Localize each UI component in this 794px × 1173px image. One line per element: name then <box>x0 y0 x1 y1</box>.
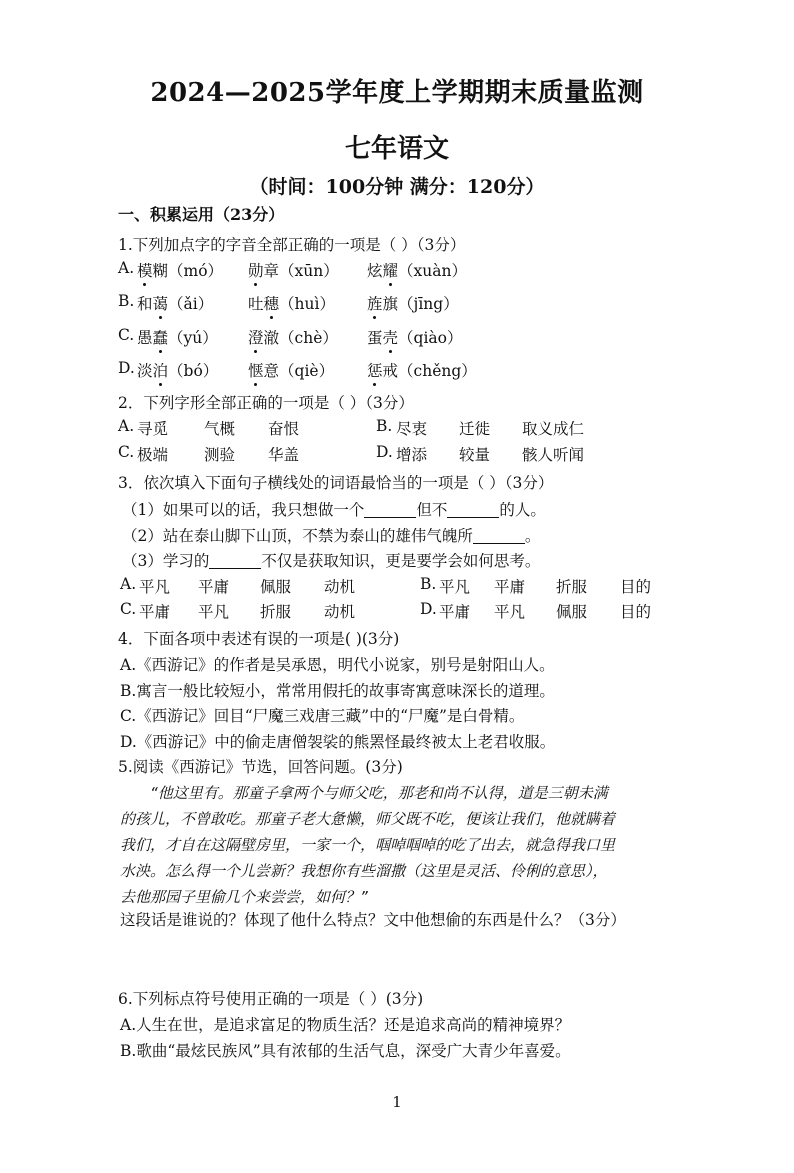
section-heading: 一、积累运用（23分） <box>118 205 285 224</box>
word-part: 蛋 <box>367 329 383 347</box>
q3-option-word: 平庸 <box>439 603 471 621</box>
q3-option-word: 动机 <box>324 578 356 596</box>
passage-line: 水泱。怎么得一个儿尝新？我想你有些溜撒（这里是灵活、伶俐的意思）， <box>120 862 608 880</box>
q4-stem: 4．下面各项中表述有误的一项是( )(3分) <box>118 630 400 648</box>
q4-option: C.《西游记》回目“尸魔三戏唐三藏”中的“尸魔”是白骨精。 <box>120 707 525 725</box>
q1-option-item <box>137 359 218 381</box>
word-part: 和 <box>137 295 153 313</box>
dotted-char: 耀 <box>383 259 399 281</box>
q1-stem: 1.下列加点字的字音全部正确的一项是（ ）（3分） <box>118 236 466 254</box>
q1-option-letter: D. <box>118 359 135 377</box>
q3-option-word: 平凡 <box>439 578 471 596</box>
q1-option-item <box>137 259 223 281</box>
q3-stem: 3．依次填入下面句子横线处的词语最恰当的一项是（ ）（3分） <box>118 474 554 492</box>
q1-option-item <box>248 326 338 348</box>
q3-option-word: 佩服 <box>260 578 292 596</box>
q2-option-word: 迁徙 <box>459 420 491 438</box>
dotted-char: 澄 <box>248 326 264 348</box>
q1-option-item <box>137 292 213 314</box>
q4-option: A.《西游记》的作者是吴承恩，明代小说家，别号是射阳山人。 <box>120 656 555 674</box>
q3-option-word: 折服 <box>260 603 292 621</box>
passage-line: 我们，才自在这隔壁房里，一家一个，啯啅啯啅的吃了出去，就急得我口里 <box>120 836 616 854</box>
q3-sentence-2: （2）站在泰山脚下山顶，不禁为泰山的雄伟气魄所 。 <box>122 527 541 545</box>
q1-option-letter: A. <box>118 259 135 277</box>
pinyin: （qiè） <box>279 362 335 380</box>
q3-blank <box>364 502 416 519</box>
q3-sentence-1: （1）如果可以的话，我只想做一个 但不 的人。 <box>122 501 546 519</box>
word-part: 糊 <box>152 262 169 280</box>
q3-option-word: 平凡 <box>494 603 526 621</box>
q5-question: 这段话是谁说的？体现了他什么特点？文中他想偷的东西是什么？（3分） <box>120 911 626 929</box>
dotted-char: 旌 <box>367 292 383 314</box>
subject-title: 七年语文 <box>344 134 449 164</box>
dotted-char: 泊 <box>153 359 169 381</box>
q6-stem: 6.下列标点符号使用正确的一项是（ ）(3分) <box>118 990 424 1008</box>
dotted-char: 惬 <box>248 359 264 381</box>
q3-option-letter: C. <box>120 600 137 618</box>
q2-option-word: 华盖 <box>268 446 300 464</box>
q3-option-letter: A. <box>120 575 137 593</box>
exam-title: 2024—2025学年度上学期期末质量监测 <box>150 78 644 108</box>
q3-blank <box>209 553 261 570</box>
pinyin: （ǎi） <box>168 295 214 313</box>
pinyin: （xuàn） <box>398 262 467 280</box>
q3-option-word: 平凡 <box>139 578 171 596</box>
q1-option-item <box>248 292 335 314</box>
pinyin: （bó） <box>168 362 219 380</box>
q5-stem: 5.阅读《西游记》节选，回答问题。(3分) <box>118 758 403 776</box>
q1-option-item <box>367 326 462 348</box>
q2-option-word: 测验 <box>204 446 236 464</box>
q3-blank <box>447 502 499 519</box>
word-part: 旗 <box>382 295 399 313</box>
q3-option-word: 平庸 <box>494 578 526 596</box>
dotted-char: 勋 <box>248 259 264 281</box>
q2-option-word: 寻觅 <box>137 420 169 438</box>
passage-line: 的孩儿，不曾敢吃。那童子老大惫懒，师父既不吃，便该让我们，他就瞒着 <box>120 810 616 828</box>
q2-option-letter: B. <box>376 417 393 435</box>
pinyin: （xūn） <box>279 262 339 280</box>
q2-option-word: 尽衷 <box>396 420 428 438</box>
q2-option-word: 气概 <box>204 420 236 438</box>
word-part: 意 <box>263 362 280 380</box>
q2-option-word: 奋恨 <box>268 420 300 438</box>
dotted-char: 蔼 <box>153 292 169 314</box>
q4-option: D.《西游记》中的偷走唐僧袈裟的熊罴怪最终被太上老君收服。 <box>120 733 556 751</box>
q3-option-letter: B. <box>420 575 437 593</box>
q1-option-letter: C. <box>118 326 135 344</box>
pinyin: （huì） <box>279 295 335 313</box>
q2-option-letter: C. <box>118 443 135 461</box>
pinyin: （qiào） <box>398 329 463 347</box>
q4-option: B.寓言一般比较短小，常常用假托的故事寄寓意味深长的道理。 <box>120 682 555 700</box>
word-part: 炫 <box>367 262 383 280</box>
q6-option: B.歌曲“最炫民族风”具有浓郁的生活气息，深受广大青少年喜爱。 <box>120 1042 571 1060</box>
q1-option-item <box>367 292 459 314</box>
pinyin: （chè） <box>279 329 338 347</box>
word-part: 章 <box>263 262 280 280</box>
word-part: 愚 <box>137 329 153 347</box>
q2-option-word: 骸人听闻 <box>522 446 585 464</box>
q2-option-word: 极端 <box>137 446 169 464</box>
pinyin: （jīng） <box>398 295 459 313</box>
q3-blank <box>473 528 525 545</box>
q2-option-word: 取义成仁 <box>522 420 585 438</box>
q3-option-word: 目的 <box>620 578 652 596</box>
dotted-char: 壳 <box>383 326 399 348</box>
passage-line: “他这里有。那童子拿两个与师父吃，那老和尚不认得，道是三朝未满 <box>150 784 608 802</box>
dotted-char: 穗 <box>264 292 280 314</box>
pinyin: （yú） <box>168 329 218 347</box>
q3-option-word: 动机 <box>324 603 356 621</box>
word-part: 戒 <box>382 362 399 380</box>
q1-option-item <box>367 359 477 381</box>
dotted-char: 模 <box>137 259 153 281</box>
q1-option-item <box>248 359 334 381</box>
passage-line: 去他那园子里偷几个来尝尝，如何？” <box>120 888 368 906</box>
q2-option-word: 增添 <box>396 446 428 464</box>
q1-option-item <box>248 259 339 281</box>
q1-option-item <box>137 326 218 348</box>
q2-option-letter: D. <box>376 443 393 461</box>
q2-option-letter: A. <box>118 417 135 435</box>
q3-sentence-3: （3）学习的 不仅是获取知识，更是要学会如何思考。 <box>122 552 541 570</box>
q3-option-word: 平庸 <box>198 578 230 596</box>
word-part: 澈 <box>263 329 280 347</box>
q6-option: A.人生在世，是追求富足的物质生活？还是追求高尚的精神境界？ <box>120 1016 571 1034</box>
pinyin: （chěng） <box>398 362 477 380</box>
q2-stem: 2．下列字形全部正确的一项是（ ）（3分） <box>118 394 414 412</box>
q3-option-word: 目的 <box>620 603 652 621</box>
q3-option-word: 平庸 <box>139 603 171 621</box>
dotted-char: 惩 <box>367 359 383 381</box>
word-part: 吐 <box>248 295 264 313</box>
exam-meta: （时间：100分钟 满分：120分） <box>249 176 545 198</box>
q3-option-word: 佩服 <box>556 603 588 621</box>
q2-option-word: 较量 <box>459 446 491 464</box>
dotted-char: 蠢 <box>153 326 169 348</box>
q1-option-item <box>367 259 467 281</box>
q3-option-letter: D. <box>420 600 437 618</box>
word-part: 淡 <box>137 362 153 380</box>
q1-option-letter: B. <box>118 292 135 310</box>
q3-option-word: 平凡 <box>198 603 230 621</box>
page-number: 1 <box>392 1093 402 1111</box>
q3-option-word: 折服 <box>556 578 588 596</box>
pinyin: （mó） <box>168 262 224 280</box>
